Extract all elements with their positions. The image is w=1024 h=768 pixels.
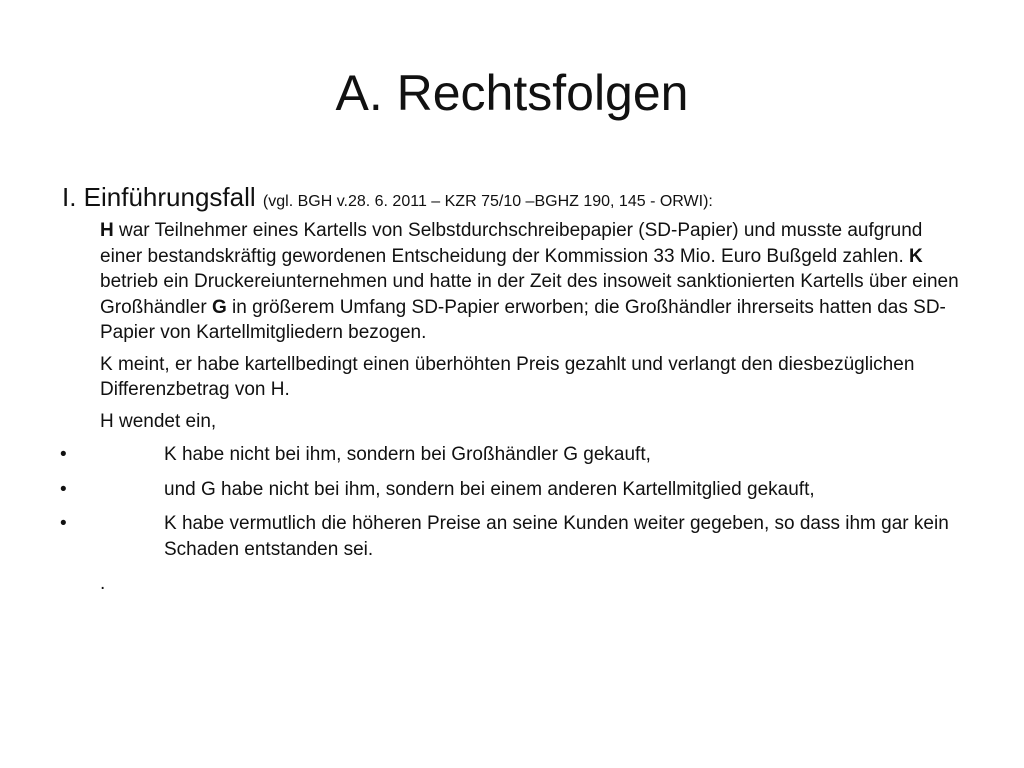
list-item-text: und G habe nicht bei ihm, sondern bei einem anderen Kartellmitglied gekauft, xyxy=(164,478,815,500)
section-heading-reference: (vgl. BGH v.28. 6. 2011 – KZR 75/10 –BGHZ 190, 145 - ORWI): xyxy=(262,193,713,210)
trailing-dot: . xyxy=(100,573,106,594)
case-text-part-3: in größerem Umfang SD-Papier erworben; die Großhändler ihrerseits hatten das SD-Papier von Kartellmitgliedern bezogen. xyxy=(100,296,946,343)
list-item xyxy=(62,442,962,468)
objection-intro: H wendet ein, xyxy=(100,410,217,432)
party-k-label: K xyxy=(909,245,923,267)
case-text-part-1: war Teilnehmer eines Kartells von Selbstdurchschreibepapier (SD-Papier) und musste aufgrund einer bestandskräftig gewordenen Entscheidung der Kommission 33 Mio. Euro Bußgeld zahlen. xyxy=(100,220,923,267)
case-text-part-2: betrieb ein Druckereiunternehmen und hatte in der Zeit des insoweit sanktionierten Kartells über einen Großhändler xyxy=(100,271,959,318)
list-item-text: K habe nicht bei ihm, sondern bei Großhändler G gekauft, xyxy=(164,444,651,465)
slide-title: A. Rechtsfolgen xyxy=(335,65,689,121)
party-g-label: G xyxy=(211,296,227,318)
list-item xyxy=(62,511,962,562)
slide-content xyxy=(62,180,962,616)
claim-paragraph: K meint, er habe kartellbedingt einen überhöhten Preis gezahlt und verlangt den diesbezüglichen Differenzbetrag von H. xyxy=(100,353,915,400)
bullet-icon: • xyxy=(60,513,67,534)
bullet-icon: • xyxy=(60,478,67,500)
objection-list xyxy=(62,442,962,562)
list-item xyxy=(62,477,962,503)
case-description-paragraph xyxy=(62,218,962,346)
party-h-label: H xyxy=(100,220,114,241)
section-heading-main: I. Einführungsfall xyxy=(62,182,256,212)
list-item-text: K habe vermutlich die höheren Preise an seine Kunden weiter gegeben, so dass ihm gar kein Schaden entstanden sei. xyxy=(164,513,949,560)
section-heading xyxy=(62,180,962,214)
bullet-icon: • xyxy=(60,444,67,465)
